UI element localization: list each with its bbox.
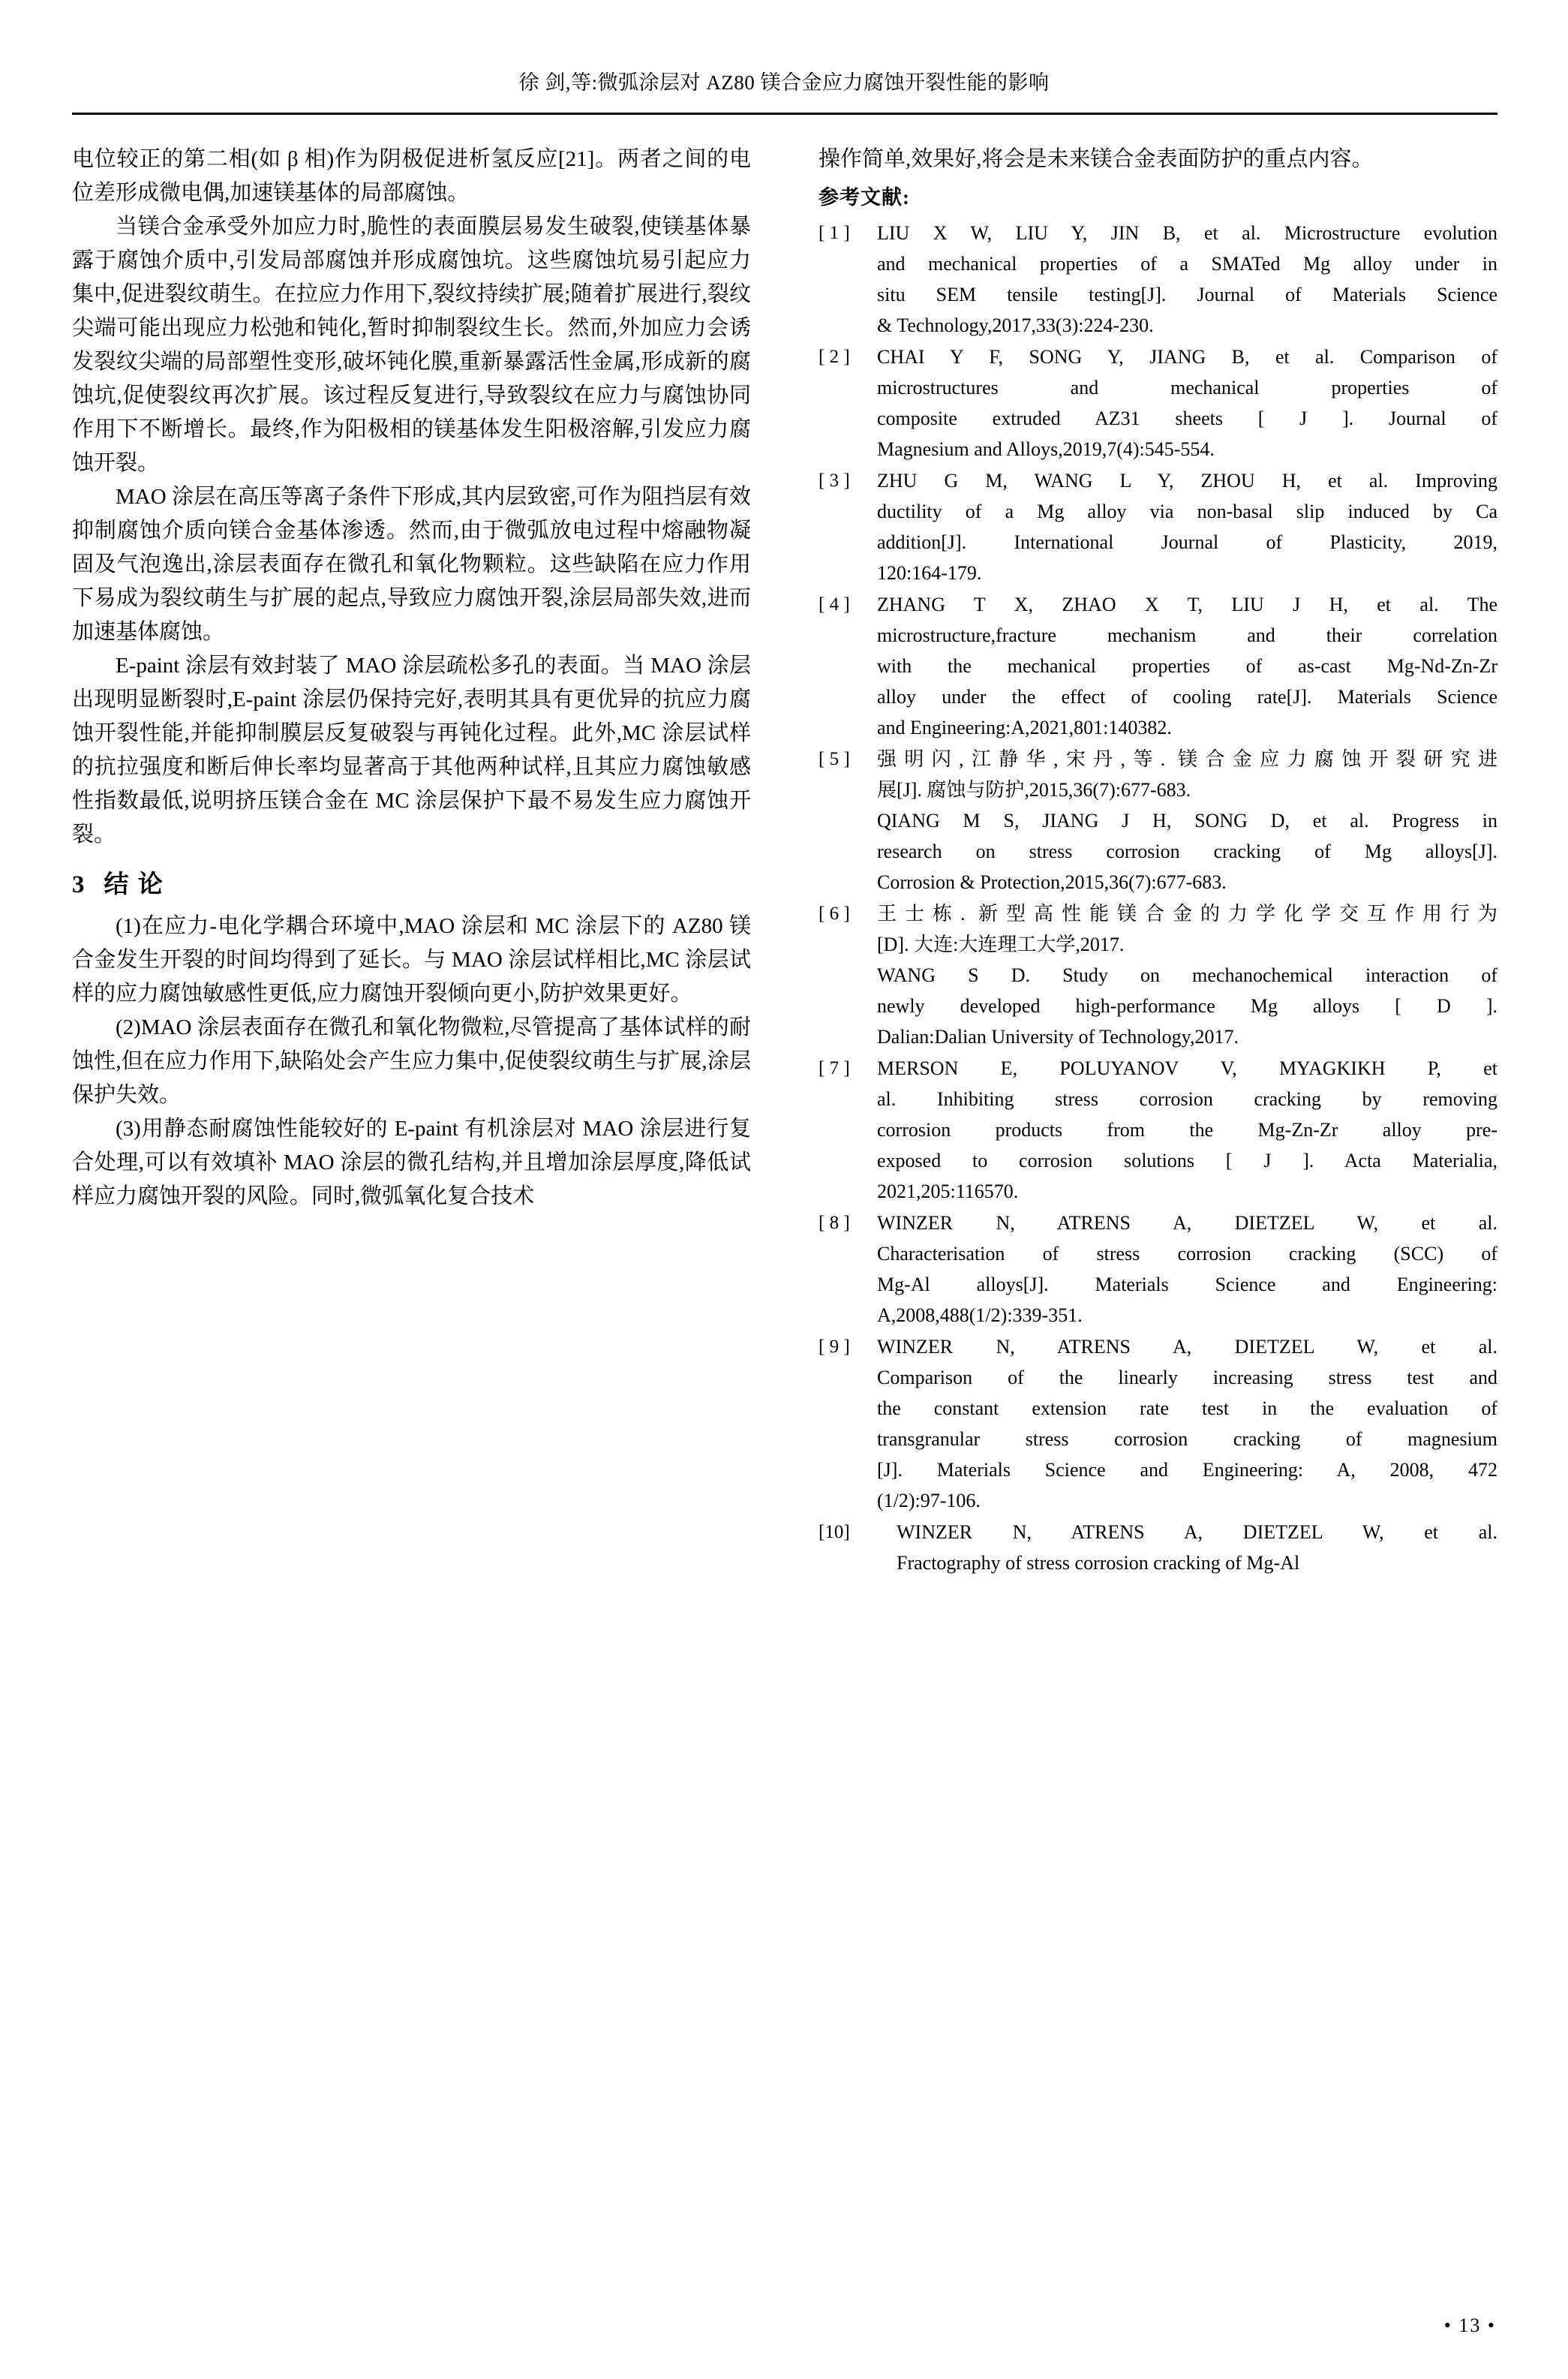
paragraph: (2)MAO 涂层表面存在微孔和氧化物微粒,尽管提高了基体试样的耐蚀性,但在应力作用下,缺陷处会产生应力集中,促使裂纹萌生与扩展,涂层保护失效。 [72,1015,751,1107]
reference-item [819,589,1497,743]
reference-text: WINZER N, ATRENS A, DIETZEL W, et al. Characterisation of stress corrosion cracking (SCC) of Mg-Al alloys[J]. Materials Science and Engineering: A,2008,488(1/2):339-351. [877,1212,1497,1326]
section-number: 3 [72,871,86,898]
right-column [819,143,1497,2304]
reference-item [819,744,1497,898]
reference-text: ZHANG T X, ZHAO X T, LIU J H, et al. The microstructure,fracture mechanism and their correlation with the mechanical properties of as-cast Mg-Nd-Zn-Zr alloy under the effect of cooling rate[J]. Materials Science and Engineering:A,2021,801:140382. [877,594,1497,738]
reference-number: [ 1 ] [819,223,850,243]
reference-text: LIU X W, LIU Y, JIN B, et al. Microstructure evolution and mechanical properties of a SMATed Mg alloy under in situ SEM tensile testing[J]. Journal of Materials Science & Technology,2017,33(3):224-230. [877,222,1497,336]
reference-number: [ 9 ] [819,1337,850,1357]
reference-text: 王士栋. 新型高性能镁合金的力学化学交互作用行为 [D]. 大连:大连理工大学,2017. WANG S D. Study on mechanochemical interaction of newly developed high-performance Mg alloys [ D ]. Dalian:Dalian University of Technology,2017. [877,903,1497,1048]
two-column-body [72,143,1497,2304]
paragraph: 当镁合金承受外加应力时,脆性的表面膜层易发生破裂,使镁基体暴露于腐蚀介质中,引发局部腐蚀并形成腐蚀坑。这些腐蚀坑易引起应力集中,促进裂纹萌生。在拉应力作用下,裂纹持续扩展;随着扩展进行,裂纹尖端可能出现应力松弛和钝化,暂时抑制裂纹生长。然而,外加应力会诱发裂纹尖端的局部塑性变形,破坏钝化膜,重新暴露活性金属,形成新的腐蚀坑,促使裂纹再次扩展。该过程反复进行,导致裂纹在应力与腐蚀协同作用下不断增长。最终,作为阳极相的镁基体发生阳极溶解,引发应力腐蚀开裂。 [72,215,751,475]
reference-item [819,1053,1497,1207]
header-rule [72,113,1497,115]
reference-number: [ 2 ] [819,347,850,367]
page-number: • 13 • [1443,2314,1496,2336]
left-column [72,143,751,2304]
reference-item [819,1331,1497,1516]
references-heading: 参考文献: [819,186,910,209]
paragraph: MAO 涂层在高压等离子条件下形成,其内层致密,可作为阻挡层有效抑制腐蚀介质向镁合金基体渗透。然而,由于微弧放电过程中熔融物凝固及气泡逸出,涂层表面存在微孔和氧化物颗粒。这些缺陷在应力作用下易成为裂纹萌生与扩展的起点,导致应力腐蚀开裂,涂层局部失效,进而加速基体腐蚀。 [72,485,751,644]
paragraph: 操作简单,效果好,将会是未来镁合金表面防护的重点内容。 [819,147,1374,171]
reference-number: [ 4 ] [819,594,850,615]
section-heading [72,868,751,902]
reference-number: [ 8 ] [819,1213,850,1233]
reference-text: WINZER N, ATRENS A, DIETZEL W, et al. Comparison of the linearly increasing stress test and the constant extension rate test in the evaluation of transgranular stress corrosion cracking of magnesium [J]. Materials Science and Engineering: A, 2008, 472 (1/2):97-106. [877,1336,1497,1511]
reference-number: [ 3 ] [819,471,850,491]
reference-text: ZHU G M, WANG L Y, ZHOU H, et al. Improving ductility of a Mg alloy via non-basal slip induced by Ca addition[J]. International Journal of Plasticity, 2019, 120:164-179. [877,470,1497,584]
section-title: 结 论 [104,871,164,898]
reference-item [819,1517,1497,1578]
paragraph: (1)在应力-电化学耦合环境中,MAO 涂层和 MC 涂层下的 AZ80 镁合金发生开裂的时间均得到了延长。与 MAO 涂层试样相比,MC 涂层试样的应力腐蚀敏感性更低,应力腐蚀开裂倾向更小,防护效果更好。 [72,914,751,1006]
reference-text: WINZER N, ATRENS A, DIETZEL W, et al. Fractography of stress corrosion cracking of Mg-Al [897,1521,1497,1574]
reference-number: [ 5 ] [819,749,850,769]
reference-text: MERSON E, POLUYANOV V, MYAGKIKH P, et al. Inhibiting stress corrosion cracking by removing corrosion products from the Mg-Zn-Zr alloy pre- exposed to corrosion solutions [ J ]. Acta Materialia, 2021,205:116570. [877,1057,1497,1202]
reference-number: [10] [819,1522,850,1542]
paragraph: (3)用静态耐腐蚀性能较好的 E-paint 有机涂层对 MAO 涂层进行复合处理,可以有效填补 MAO 涂层的微孔结构,并且增加涂层厚度,降低试样应力腐蚀开裂的风险。同时,微弧氧化复合技术 [72,1117,751,1208]
reference-number: [ 6 ] [819,904,850,924]
reference-item [819,341,1497,465]
reference-item [819,1208,1497,1331]
paragraph: 电位较正的第二相(如 β 相)作为阴极促进析氢反应[21]。两者之间的电位差形成微电偶,加速镁基体的局部腐蚀。 [72,147,751,205]
paragraph: E-paint 涂层有效封装了 MAO 涂层疏松多孔的表面。当 MAO 涂层出现明显断裂时,E-paint 涂层仍保持完好,表明其具有更优异的抗应力腐蚀开裂性能,并能抑制膜层反复破裂与再钝化过程。此外,MC 涂层试样的抗拉强度和断后伸长率均显著高于其他两种试样,且其应力腐蚀敏感性指数最低,说明挤压镁合金在 MC 涂层保护下最不易发生应力腐蚀开裂。 [72,654,751,847]
reference-item [819,465,1497,588]
reference-text: 强明闪,江静华,宋丹,等. 镁合金应力腐蚀开裂研究进 展[J]. 腐蚀与防护,2015,36(7):677-683. QIANG M S, JIANG J H, SONG D, et al. Progress in research on stress corrosion cracking of Mg alloys[J]. Corrosion & Protection,2015,36(7):677-683. [877,748,1497,893]
reference-item [819,898,1497,1052]
running-head: 徐 剑,等:微弧涂层对 AZ80 镁合金应力腐蚀开裂性能的影响 [518,71,1050,94]
reference-item [819,218,1497,341]
reference-number: [ 7 ] [819,1058,850,1078]
reference-text: CHAI Y F, SONG Y, JIANG B, et al. Comparison of microstructures and mechanical properties of composite extruded AZ31 sheets [ J ]. Journal of Magnesium and Alloys,2019,7(4):545-554. [877,346,1497,460]
